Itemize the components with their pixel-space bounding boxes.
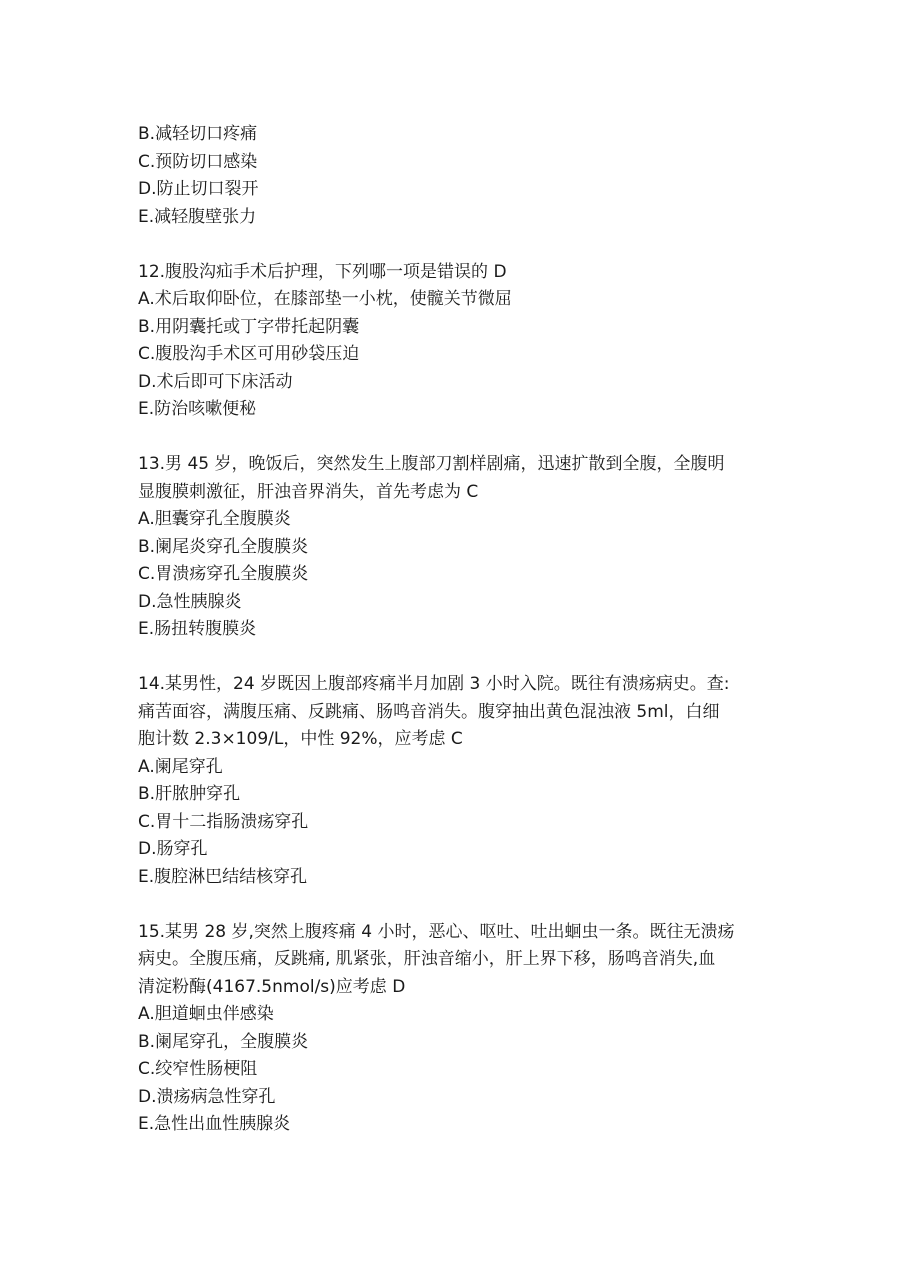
- option-d: D.溃疡病急性穿孔: [138, 1086, 276, 1107]
- option-e: E.防治咳嗽便秘: [138, 399, 257, 419]
- question-stem: 显腹膜刺激征，肝浊音界消失，首先考虑为 C: [138, 481, 479, 502]
- option-c: C.预防切口感染: [138, 151, 258, 172]
- question-stem: 13.男 45 岁，晚饭后，突然发生上腹部刀割样剧痛，迅速扩散到全腹，全腹明: [138, 454, 725, 474]
- option-b: B.用阴囊托或丁字带托起阴囊: [138, 316, 360, 337]
- question-13: [138, 451, 778, 644]
- option-a: A.胆囊穿孔全腹膜炎: [138, 509, 291, 529]
- option-c: C.胃溃疡穿孔全腹膜炎: [138, 564, 309, 584]
- option-a: A.胆道蛔虫伴感染: [138, 1004, 274, 1024]
- question-stem: 清淀粉酶(4167.5nmol/s)应考虑 D: [138, 976, 406, 997]
- question-14: [138, 671, 778, 891]
- option-b: B.阑尾炎穿孔全腹膜炎: [138, 536, 309, 557]
- option-d: D.术后即可下床活动: [138, 371, 293, 392]
- previous-question-options: [138, 121, 778, 231]
- option-e: E.减轻腹壁张力: [138, 206, 257, 227]
- option-d: D.急性胰腺炎: [138, 591, 242, 612]
- question-stem: 15.某男 28 岁,突然上腹疼痛 4 小时，恶心、呕吐、吐出蛔虫一条。既往无溃疡: [138, 921, 735, 942]
- question-stem: 胞计数 2.3×109/L，中性 92%，应考虑 C: [138, 729, 463, 749]
- option-e: E.肠扭转腹膜炎: [138, 619, 257, 639]
- spacer: [138, 644, 778, 672]
- spacer: [138, 424, 778, 452]
- option-d: D.防止切口裂开: [138, 179, 259, 199]
- option-c: C.绞窄性肠梗阻: [138, 1059, 258, 1079]
- question-stem: 病史。全腹压痛，反跳痛, 肌紧张，肝浊音缩小，肝上界下移，肠鸣音消失,血: [138, 949, 716, 969]
- option-c: C.胃十二指肠溃疡穿孔: [138, 811, 309, 832]
- spacer: [138, 891, 778, 919]
- question-stem: 14.某男性，24 岁既因上腹部疼痛半月加剧 3 小时入院。既往有溃疡病史。查:: [138, 674, 730, 694]
- option-e: E.腹腔淋巴结结核穿孔: [138, 866, 308, 887]
- question-stem: 痛苦面容，满腹压痛、反跳痛、肠鸣音消失。腹穿抽出黄色混浊液 5ml，白细: [138, 701, 720, 722]
- document-page: [138, 121, 778, 1139]
- option-a: A.阑尾穿孔: [138, 756, 223, 777]
- question-15: [138, 919, 778, 1139]
- option-d: D.肠穿孔: [138, 839, 208, 859]
- option-b: B.肝脓肿穿孔: [138, 784, 241, 804]
- question-stem: 12.腹股沟疝手术后护理，下列哪一项是错误的 D: [138, 261, 507, 282]
- spacer: [138, 231, 778, 259]
- question-12: [138, 259, 778, 424]
- option-c: C.腹股沟手术区可用砂袋压迫: [138, 344, 360, 364]
- option-a: A.术后取仰卧位，在膝部垫一小枕，使髋关节微屈: [138, 289, 512, 309]
- option-b: B.阑尾穿孔，全腹膜炎: [138, 1031, 309, 1052]
- option-e: E.急性出血性胰腺炎: [138, 1114, 291, 1134]
- option-b: B.减轻切口疼痛: [138, 124, 258, 144]
